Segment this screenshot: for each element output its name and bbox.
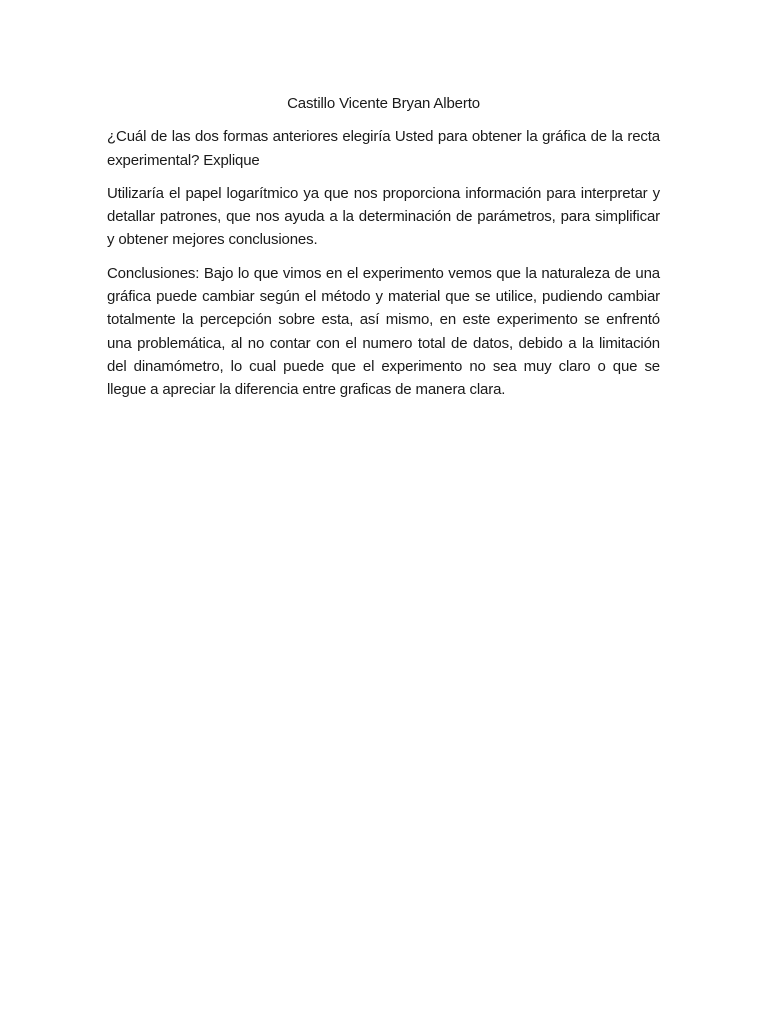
document-body bbox=[107, 92, 660, 412]
answer-paragraph: Utilizaría el papel logarítmico ya que nos proporciona información para interpretar y detallar patrones, que nos ayuda a la determinación de parámetros, para simplificar y obtener mejores conclusiones. bbox=[107, 184, 660, 249]
question-paragraph: ¿Cuál de las dos formas anteriores elegiría Usted para obtener la gráfica de la recta experimental? Explique bbox=[107, 128, 660, 169]
conclusions-paragraph: Conclusiones: Bajo lo que vimos en el experimento vemos que la naturaleza de una gráfica puede cambiar según el método y material que se utilice, pudiendo cambiar totalmente la percepción sobre esta, así mismo, en este experimento se enfrentó una problemática, al no contar con el numero total de datos, debido a la limitación del dinamómetro, lo cual puede que el experimento no sea muy claro o que se llegue a apreciar la diferencia entre graficas de manera clara. bbox=[107, 264, 660, 399]
author-name: Castillo Vicente Bryan Alberto bbox=[287, 95, 480, 112]
